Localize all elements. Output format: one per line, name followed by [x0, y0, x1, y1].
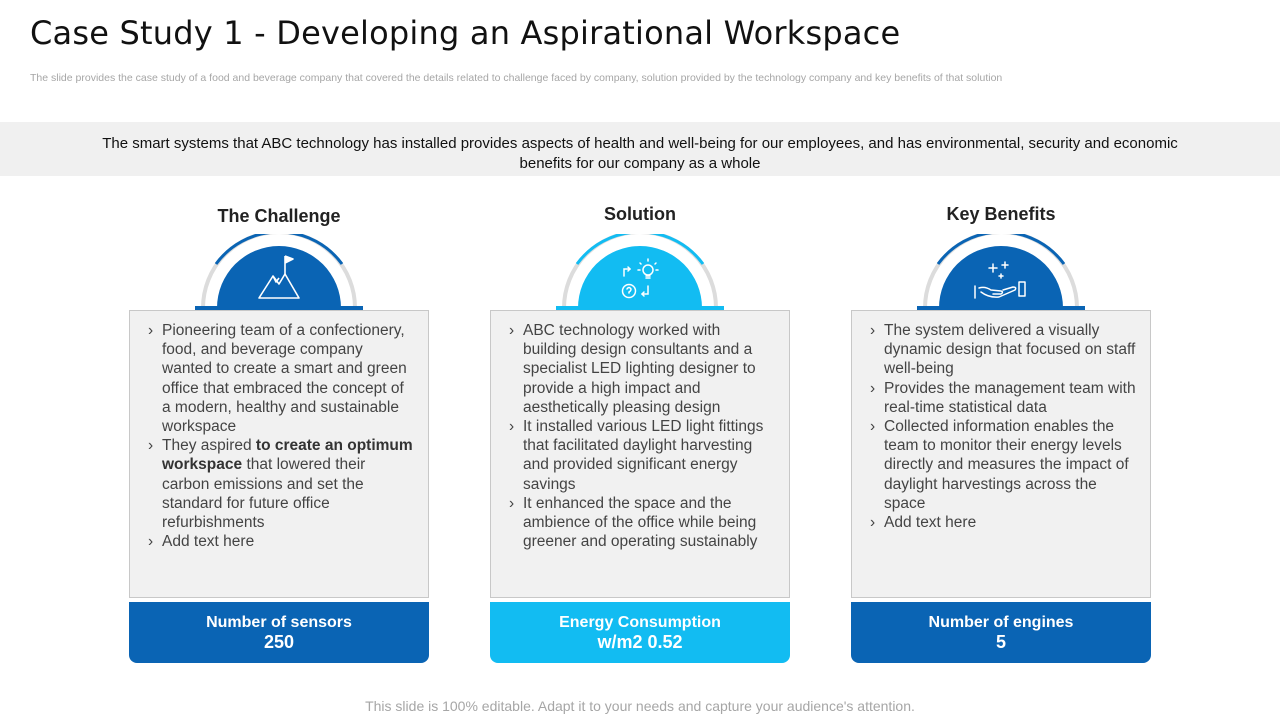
bullet-text: Collected information enables the team to monitor their energy levels directly and measures the impact of daylight harvestings across the space [884, 418, 1129, 512]
stat-label: Number of sensors [206, 614, 352, 631]
solution-heading: Solution [604, 204, 676, 224]
bullet-text: that lowered their carbon emissions and set the standard for future office refurbishments [162, 456, 366, 532]
chevron-right-icon: › [870, 514, 876, 532]
bullet-text: Add text here [162, 533, 255, 551]
chevron-right-icon: › [870, 418, 876, 436]
chevron-right-icon: › [509, 418, 515, 436]
stat-label: Number of engines [928, 614, 1074, 631]
challenge-column [129, 196, 429, 666]
challenge-heading: The Challenge [217, 206, 341, 226]
solution-card [490, 310, 790, 598]
bullet-item [509, 321, 775, 417]
chevron-right-icon: › [870, 322, 876, 339]
footer-note: This slide is 100% editable. Adapt it to your needs and capture your audience's attention. [365, 698, 915, 714]
stat-value: 5 [995, 632, 1006, 652]
bullet-item [870, 417, 1136, 513]
bullet-item [870, 321, 1136, 379]
solution-icon-badge [556, 234, 724, 314]
page-title: Case Study 1 - Developing an Aspirational Workspace [30, 14, 901, 52]
challenge-icon-badge [195, 234, 363, 314]
challenge-bullets [148, 321, 414, 551]
bullet-text: They aspired [162, 437, 256, 455]
bullet-item [509, 494, 775, 552]
bullet-text: ABC technology worked with building design consultants and a specialist LED lighting designer to provide a high impact and aesthetically pleasing design [523, 322, 756, 416]
solution-bullets [509, 321, 775, 551]
bullet-item [148, 532, 414, 551]
bullet-item [509, 417, 775, 494]
summary-banner: The smart systems that ABC technology has installed provides aspects of health and well-being for our employees, and has environmental, security and economic benefits for our company as a whole [0, 122, 1280, 176]
bullet-text: Pioneering team of a confectionery, food, and beverage company wanted to create a smart and green office that embraced the concept of a modern, healthy and sustainable workspace [162, 322, 407, 436]
chevron-right-icon: › [509, 494, 515, 512]
challenge-card [129, 310, 429, 598]
bullet-text: It installed various LED light fittings that facilitated daylight harvesting and provided significant energy savings [523, 418, 764, 493]
benefits-icon-badge [917, 234, 1085, 314]
challenge-stat [129, 602, 429, 663]
bullet-text: Add text here [884, 514, 977, 532]
page-subtitle: The slide provides the case study of a food and beverage company that covered the details related to challenge faced by company, solution provided by the technology company and key benefits of that solution [30, 72, 1003, 84]
chevron-right-icon: › [509, 322, 515, 339]
chevron-right-icon: › [870, 379, 876, 397]
solution-stat [490, 602, 790, 663]
solution-badge-fill [578, 246, 702, 308]
stat-label: Energy Consumption [559, 614, 721, 631]
solution-column [490, 196, 790, 666]
chevron-right-icon: › [148, 322, 154, 339]
bullet-text: The system delivered a visually dynamic design that focused on staff well-being [884, 322, 1136, 378]
bullet-text: to create an optimum workspace [162, 437, 413, 474]
stat-value: w/m2 0.52 [597, 632, 683, 652]
benefits-heading: Key Benefits [946, 204, 1056, 224]
stat-value: 250 [263, 632, 295, 652]
chevron-right-icon: › [148, 437, 154, 455]
chevron-right-icon: › [148, 533, 154, 551]
benefits-bullets [870, 321, 1136, 532]
benefits-stat [851, 602, 1151, 663]
bullet-item [870, 379, 1136, 417]
bullet-text: Provides the management team with real-time statistical data [884, 379, 1136, 416]
bullet-item [870, 513, 1136, 532]
benefits-card [851, 310, 1151, 598]
bullet-text: It enhanced the space and the ambience of the office while being greener and operating sustainably [523, 494, 758, 551]
bullet-item [148, 436, 414, 532]
bullet-item [148, 321, 414, 436]
benefits-column [851, 196, 1151, 666]
